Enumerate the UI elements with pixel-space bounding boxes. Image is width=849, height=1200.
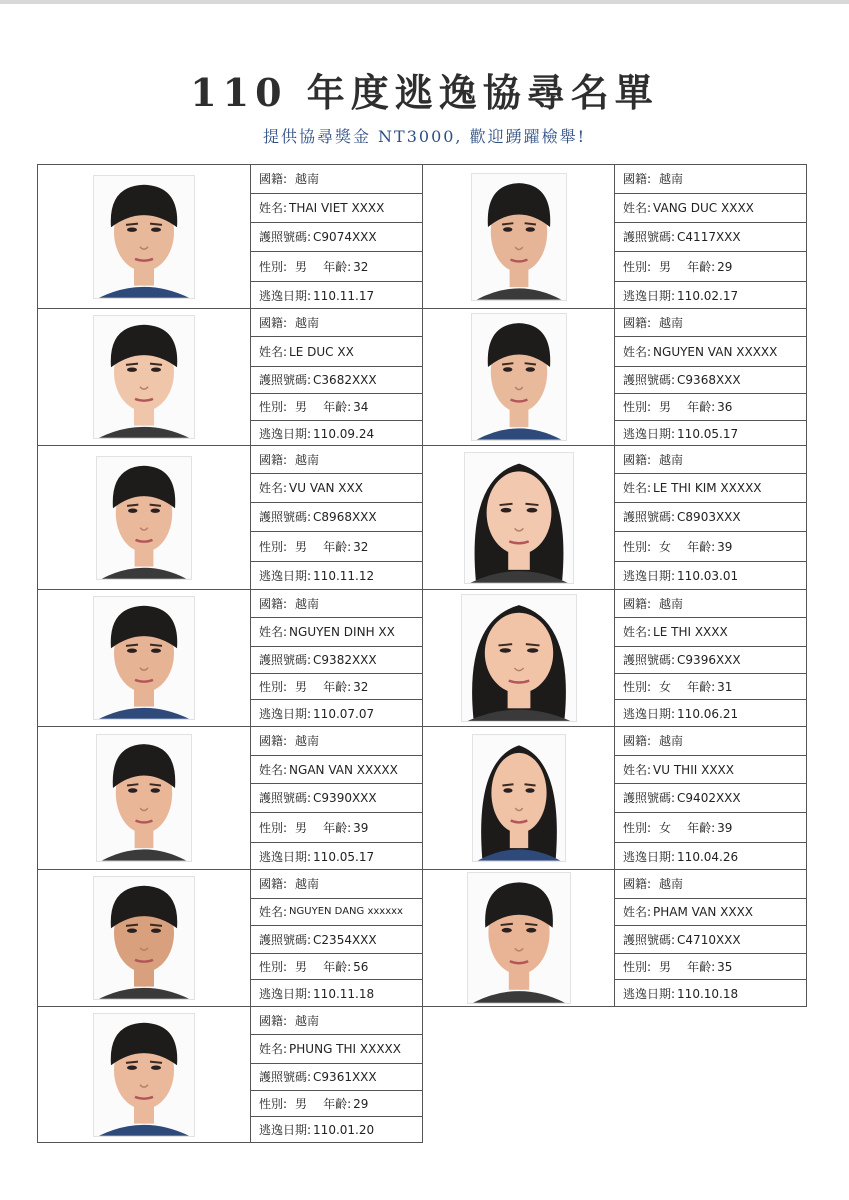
escape-date-row — [615, 980, 806, 1007]
person-info — [614, 164, 807, 309]
sex-label: 性別: — [623, 959, 652, 974]
passport-value: C2354XXX — [313, 932, 377, 947]
age-label: 年齡: — [687, 820, 716, 835]
sex-value: 女 — [659, 679, 672, 694]
passport-label: 護照號碼: — [623, 373, 676, 387]
photo-cell — [37, 308, 251, 446]
nationality-row — [615, 727, 806, 756]
escape-date-value: 110.11.12 — [313, 569, 375, 583]
person-photo — [472, 734, 566, 862]
passport-label: 護照號碼: — [623, 791, 676, 805]
name-label: 姓名: — [623, 905, 652, 919]
escape-date-label: 逃逸日期: — [259, 849, 312, 864]
name-value: NGUYEN DANG xxxxxx — [289, 906, 403, 917]
sex-value: 女 — [659, 539, 672, 554]
nationality-label: 國籍: — [623, 734, 652, 748]
escape-date-label: 逃逸日期: — [259, 986, 312, 1001]
nationality-label: 國籍: — [259, 452, 288, 467]
sex-age-row — [251, 252, 422, 282]
passport-value: C4117XXX — [677, 230, 741, 244]
sex-value: 男 — [295, 959, 308, 974]
age-label: 年齡: — [687, 679, 716, 694]
age-value: 29 — [353, 1096, 369, 1111]
nationality-row — [251, 1007, 422, 1035]
nationality-row — [251, 870, 422, 899]
sex-value: 男 — [295, 820, 308, 835]
passport-row — [615, 647, 806, 674]
nationality-value: 越南 — [295, 452, 320, 467]
escape-date-label: 逃逸日期: — [623, 986, 676, 1001]
sex-label: 性別: — [259, 679, 288, 694]
age-label: 年齡: — [687, 400, 716, 414]
person-info — [250, 308, 423, 446]
nationality-row — [251, 309, 422, 337]
escape-date-label: 逃逸日期: — [623, 426, 676, 441]
passport-value: C8968XXX — [313, 510, 377, 524]
sex-age-row — [251, 532, 422, 562]
escape-date-label: 逃逸日期: — [259, 569, 312, 583]
passport-label: 護照號碼: — [623, 230, 676, 244]
person-photo — [93, 175, 195, 299]
name-value: NGAN VAN XXXXX — [289, 762, 398, 777]
escape-date-row — [251, 700, 422, 727]
name-label: 姓名: — [259, 625, 288, 639]
age-value: 35 — [717, 959, 733, 974]
escape-date-row — [251, 980, 422, 1007]
name-value: LE DUC XX — [289, 344, 354, 359]
age-label: 年齡: — [323, 679, 352, 694]
person-photo — [93, 1013, 195, 1137]
passport-value: C8903XXX — [677, 510, 741, 524]
escape-date-value: 110.11.17 — [313, 288, 375, 303]
person-info — [614, 589, 807, 727]
passport-row — [251, 1064, 422, 1091]
escape-date-label: 逃逸日期: — [623, 569, 676, 583]
passport-value: C3682XXX — [313, 373, 377, 387]
name-label: 姓名: — [623, 201, 652, 215]
age-label: 年齡: — [323, 259, 352, 274]
person-photo — [461, 594, 577, 722]
passport-label: 護照號碼: — [259, 653, 312, 667]
person-photo — [471, 313, 567, 441]
person-photo — [93, 596, 195, 720]
sex-label: 性別: — [259, 1096, 288, 1111]
nationality-value: 越南 — [295, 596, 320, 611]
escape-date-value: 110.06.21 — [677, 706, 739, 721]
escape-date-label: 逃逸日期: — [259, 426, 312, 441]
passport-row — [615, 926, 806, 954]
escape-date-row — [251, 562, 422, 590]
nationality-row — [615, 590, 806, 618]
sex-value: 男 — [295, 679, 308, 694]
passport-value: C4710XXX — [677, 932, 741, 947]
age-value: 32 — [353, 259, 369, 274]
escape-date-row — [615, 421, 806, 446]
age-label: 年齡: — [687, 539, 716, 554]
person-info — [250, 445, 423, 590]
name-value: LE THI KIM XXXXX — [653, 481, 762, 495]
nationality-label: 國籍: — [623, 596, 652, 611]
age-label: 年齡: — [687, 259, 716, 274]
escape-date-value: 110.02.17 — [677, 288, 739, 303]
age-label: 年齡: — [323, 1096, 352, 1111]
sex-age-row — [251, 954, 422, 980]
escape-date-value: 110.11.18 — [313, 986, 375, 1001]
passport-label: 護照號碼: — [259, 791, 312, 805]
name-label: 姓名: — [259, 762, 288, 777]
escape-date-row — [615, 562, 806, 590]
name-row — [251, 474, 422, 503]
age-label: 年齡: — [687, 959, 716, 974]
nationality-label: 國籍: — [259, 1013, 288, 1028]
age-label: 年齡: — [323, 400, 352, 414]
name-value: PHAM VAN XXXX — [653, 905, 754, 919]
sex-label: 性別: — [259, 259, 288, 274]
passport-label: 護照號碼: — [623, 653, 676, 667]
sex-label: 性別: — [259, 820, 288, 835]
passport-value: C9382XXX — [313, 653, 377, 667]
age-value: 36 — [717, 400, 733, 414]
nationality-value: 越南 — [295, 172, 320, 186]
sex-age-row — [615, 252, 806, 282]
age-label: 年齡: — [323, 820, 352, 835]
escape-date-label: 逃逸日期: — [623, 849, 676, 864]
nationality-value: 越南 — [659, 172, 684, 186]
page-subtitle: 提供協尋獎金 NT3000, 歡迎踴躍檢舉! — [262, 127, 587, 146]
passport-label: 護照號碼: — [259, 1070, 312, 1084]
nationality-label: 國籍: — [259, 596, 288, 611]
sex-value: 男 — [659, 959, 672, 974]
sex-value: 男 — [295, 259, 308, 274]
passport-value: C9368XXX — [677, 373, 741, 387]
age-value: 39 — [717, 539, 733, 554]
name-row — [251, 618, 422, 647]
sex-label: 性別: — [259, 539, 288, 554]
nationality-label: 國籍: — [259, 172, 288, 186]
sex-age-row — [251, 1091, 422, 1117]
passport-row — [251, 367, 422, 394]
sex-age-row — [615, 532, 806, 562]
person-info — [614, 445, 807, 590]
nationality-value: 越南 — [295, 877, 320, 891]
escape-date-value: 110.04.26 — [677, 849, 739, 864]
nationality-label: 國籍: — [623, 315, 652, 330]
photo-cell — [422, 726, 615, 870]
escape-date-label: 逃逸日期: — [259, 1123, 312, 1137]
sex-label: 性別: — [623, 820, 652, 835]
nationality-row — [251, 165, 422, 194]
name-label: 姓名: — [259, 201, 288, 215]
escape-date-row — [251, 421, 422, 446]
passport-row — [251, 223, 422, 252]
sex-label: 性別: — [623, 679, 652, 694]
passport-label: 護照號碼: — [259, 932, 312, 947]
name-value: THAI VIET XXXX — [289, 201, 385, 215]
nationality-row — [615, 446, 806, 474]
passport-label: 護照號碼: — [623, 510, 676, 524]
person-info — [250, 164, 423, 309]
person-info — [250, 589, 423, 727]
age-value: 56 — [353, 959, 369, 974]
name-row — [615, 899, 806, 926]
name-row — [615, 474, 806, 503]
person-photo — [96, 456, 192, 580]
name-value: LE THI XXXX — [653, 625, 728, 639]
name-row — [251, 194, 422, 223]
nationality-label: 國籍: — [259, 734, 288, 748]
name-row — [251, 337, 422, 367]
name-value: NGUYEN VAN XXXXX — [653, 344, 778, 359]
nationality-row — [251, 446, 422, 474]
name-row — [615, 194, 806, 223]
person-photo — [96, 734, 192, 862]
sex-label: 性別: — [623, 400, 652, 414]
page-title: 110 年度逃逸協尋名單 — [190, 70, 659, 115]
photo-cell — [37, 1006, 251, 1143]
escape-date-value: 110.07.07 — [313, 706, 375, 721]
passport-row — [615, 223, 806, 252]
person-photo — [464, 452, 574, 584]
passport-row — [251, 647, 422, 674]
sex-age-row — [615, 813, 806, 843]
name-label: 姓名: — [623, 762, 652, 777]
age-value: 31 — [717, 679, 733, 694]
photo-cell — [422, 445, 615, 590]
sex-value: 女 — [659, 820, 672, 835]
person-photo — [93, 315, 195, 439]
sex-age-row — [251, 394, 422, 421]
photo-cell — [422, 869, 615, 1007]
name-value: NGUYEN DINH XX — [289, 625, 395, 639]
person-photo — [471, 173, 567, 301]
photo-cell — [37, 445, 251, 590]
photo-cell — [37, 164, 251, 309]
passport-row — [615, 367, 806, 394]
sex-age-row — [615, 954, 806, 980]
nationality-label: 國籍: — [623, 172, 652, 186]
name-row — [615, 618, 806, 647]
person-info — [250, 869, 423, 1007]
name-label: 姓名: — [623, 481, 652, 495]
nationality-row — [615, 309, 806, 337]
photo-cell — [422, 308, 615, 446]
nationality-value: 越南 — [659, 452, 684, 467]
nationality-value: 越南 — [295, 734, 320, 748]
age-value: 32 — [353, 679, 369, 694]
name-label: 姓名: — [259, 1042, 288, 1056]
age-value: 32 — [353, 539, 369, 554]
photo-cell — [37, 589, 251, 727]
name-value: VU VAN XXX — [289, 481, 363, 495]
name-row — [615, 337, 806, 367]
passport-label: 護照號碼: — [259, 510, 312, 524]
escape-date-row — [251, 1117, 422, 1143]
name-label: 姓名: — [259, 344, 288, 359]
escape-date-label: 逃逸日期: — [259, 288, 312, 303]
photo-cell — [37, 869, 251, 1007]
nationality-value: 越南 — [295, 1013, 320, 1028]
nationality-value: 越南 — [659, 734, 684, 748]
person-info — [250, 726, 423, 870]
passport-row — [615, 503, 806, 532]
name-value: VU THII XXXX — [653, 762, 734, 777]
nationality-value: 越南 — [295, 315, 320, 330]
sex-age-row — [251, 813, 422, 843]
escape-date-value: 110.10.18 — [677, 986, 739, 1001]
escape-date-row — [615, 700, 806, 727]
sex-value: 男 — [295, 400, 308, 414]
person-photo — [467, 872, 571, 1004]
person-info — [250, 1006, 423, 1143]
photo-cell — [422, 589, 615, 727]
person-photo — [93, 876, 195, 1000]
name-row — [251, 899, 422, 926]
person-info — [614, 308, 807, 446]
nationality-row — [615, 165, 806, 194]
name-value: PHUNG THI XXXXX — [289, 1042, 401, 1056]
sex-value: 男 — [295, 539, 308, 554]
escape-date-value: 110.05.17 — [677, 426, 739, 441]
escape-date-row — [615, 843, 806, 870]
passport-row — [251, 926, 422, 954]
passport-value: C9390XXX — [313, 791, 377, 805]
age-label: 年齡: — [323, 539, 352, 554]
nationality-label: 國籍: — [623, 877, 652, 891]
sex-age-row — [251, 674, 422, 700]
name-label: 姓名: — [623, 625, 652, 639]
escape-date-label: 逃逸日期: — [259, 706, 312, 721]
name-row — [251, 1035, 422, 1064]
age-value: 39 — [353, 820, 369, 835]
passport-value: C9402XXX — [677, 791, 741, 805]
passport-value: C9396XXX — [677, 653, 741, 667]
escape-date-label: 逃逸日期: — [623, 288, 676, 303]
nationality-row — [615, 870, 806, 899]
sex-age-row — [615, 674, 806, 700]
nationality-row — [251, 727, 422, 756]
passport-label: 護照號碼: — [259, 230, 312, 244]
passport-value: C9361XXX — [313, 1070, 377, 1084]
nationality-value: 越南 — [659, 596, 684, 611]
escape-date-row — [615, 282, 806, 309]
passport-row — [251, 503, 422, 532]
sex-value: 男 — [295, 1096, 308, 1111]
passport-label: 護照號碼: — [259, 373, 312, 387]
sex-label: 性別: — [259, 959, 288, 974]
sex-label: 性別: — [623, 539, 652, 554]
sex-value: 男 — [659, 259, 672, 274]
nationality-label: 國籍: — [259, 315, 288, 330]
age-label: 年齡: — [323, 959, 352, 974]
nationality-value: 越南 — [659, 877, 684, 891]
escape-date-row — [251, 843, 422, 870]
age-value: 29 — [717, 259, 733, 274]
escape-date-value: 110.09.24 — [313, 426, 375, 441]
name-value: VANG DUC XXXX — [653, 201, 754, 215]
photo-cell — [37, 726, 251, 870]
passport-label: 護照號碼: — [623, 932, 676, 947]
photo-cell — [422, 164, 615, 309]
scan-top-edge — [0, 0, 849, 4]
passport-row — [615, 784, 806, 813]
escape-date-row — [251, 282, 422, 309]
name-row — [251, 756, 422, 784]
nationality-label: 國籍: — [623, 452, 652, 467]
passport-row — [251, 784, 422, 813]
sex-age-row — [615, 394, 806, 421]
sex-label: 性別: — [623, 259, 652, 274]
escape-date-value: 110.03.01 — [677, 569, 739, 583]
age-value: 39 — [717, 820, 733, 835]
name-label: 姓名: — [259, 905, 288, 919]
escape-date-value: 110.01.20 — [313, 1123, 375, 1137]
nationality-value: 越南 — [659, 315, 684, 330]
passport-value: C9074XXX — [313, 230, 377, 244]
name-label: 姓名: — [259, 481, 288, 495]
nationality-label: 國籍: — [259, 877, 288, 891]
age-value: 34 — [353, 400, 369, 414]
person-info — [614, 726, 807, 870]
name-row — [615, 756, 806, 784]
sex-value: 男 — [659, 400, 672, 414]
person-info — [614, 869, 807, 1007]
escape-date-label: 逃逸日期: — [623, 706, 676, 721]
nationality-row — [251, 590, 422, 618]
sex-label: 性別: — [259, 400, 288, 414]
name-label: 姓名: — [623, 344, 652, 359]
escape-date-value: 110.05.17 — [313, 849, 375, 864]
